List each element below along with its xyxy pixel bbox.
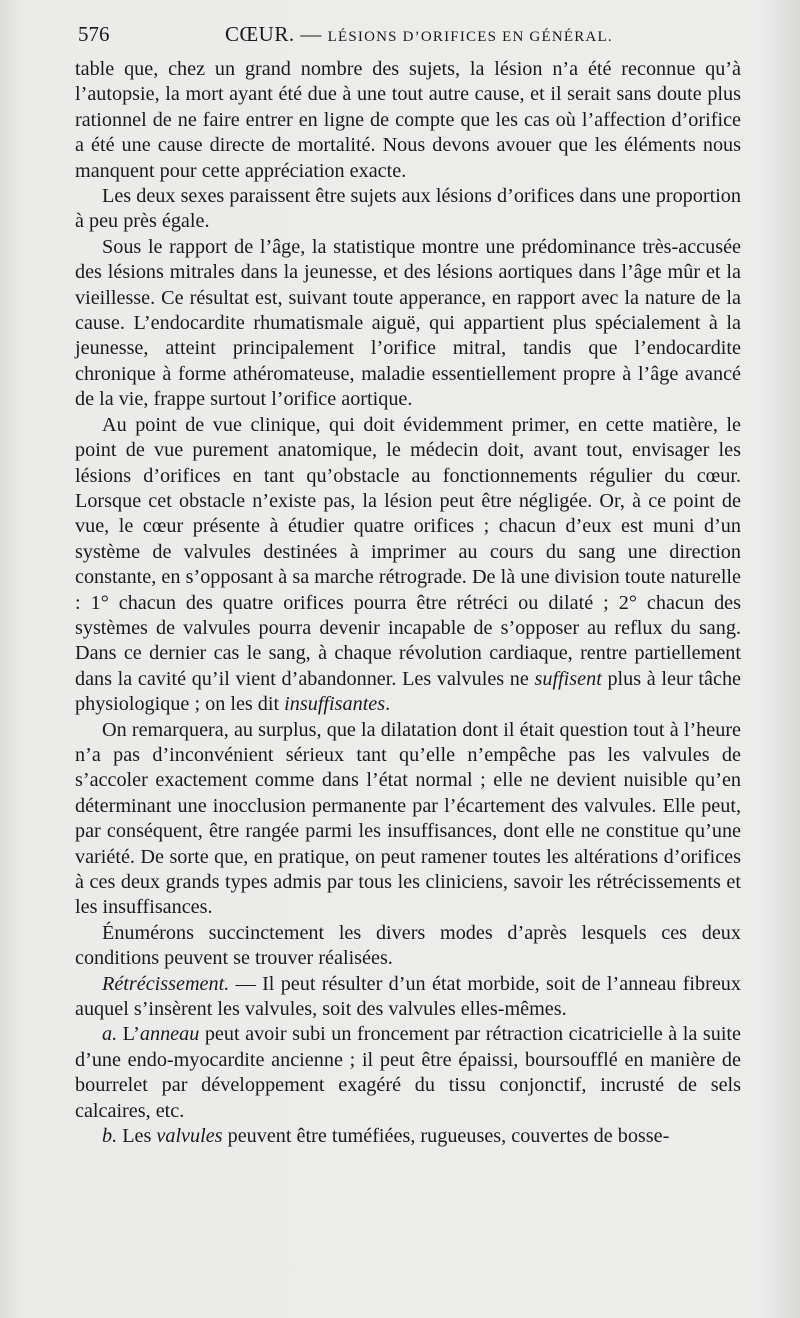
italic-valvules: valvules [156,1125,223,1148]
list-b-pre: Les [117,1125,157,1148]
paragraph-clinical [75,413,741,718]
paragraph-continuation: table que, chez un grand nombre des sujets, la lésion n’a été reconnue qu’à l’autopsie, la mort ayant été due à une tout autre cause, et il serait sans doute plus rationnel de ne faire entrer en ligne de compte que les cas où l’affection d’orifice a été une cause directe de mortalité. Nous devons avouer que les éléments nous manquent pour cette appréciation exacte. [75,58,741,182]
italic-insuffisantes: insuffisantes [284,693,386,716]
list-a-pre: L’ [117,1023,140,1046]
running-title-sub: LÉSIONS D’ORIFICES EN GÉNÉRAL. [327,29,613,45]
list-a-text: peut avoir subi un froncement par rétraction cicatricielle à la suite d’une endo-myocardite ancienne ; il peut être épaissi, boursoufflé en manière de bourrelet par développement exagéré du tissu conjonctif, incrusté de sels calcaires, etc. [75,1023,742,1122]
italic-retrecissement: Rétrécissement. [102,972,230,995]
paragraph-retrecissement [75,972,741,1023]
clinical-text-a: Au point de vue clinique, qui doit évidemment primer, en cette matière, le point de vue purement anatomique, le médecin doit, avant tout, envisager les lésions d’orifices en tant qu’obstacle au fonctionnements régulier du cœur. Lorsque cet obstacle n’existe pas, la lésion peut être négligée. Or, à ce point de vue, le cœur présente à étudier quatre orifices ; chacun d’eux est muni d’un système de valvules destinées à imprimer au cours du sang une direction constante, en s’opposant à sa marche rétrograde. De là une division toute naturelle : 1° chacun des quatre orifices pourra être rétréci ou dilaté ; 2° chacun des systèmes de valvules pourra devenir incapable de s’opposer au reflux du sang. Dans ce dernier cas le sang, à chaque révolution cardiaque, rentre partiellement dans la cavité qu’il vient d’abandonner. Les valvules ne [75,413,741,690]
clinical-text-end: . [385,693,391,716]
running-title-main: CŒUR. [225,22,295,46]
running-title [225,22,613,47]
list-item-b [75,1124,741,1149]
running-title-separator: — [294,22,328,46]
list-item-a [75,1022,741,1124]
retrecissement-text: — Il peut résulter d’un état morbide, soit de l’anneau fibreux auquel s’insèrent les valvules, soit des valvules elles-mêmes. [75,972,741,1021]
list-marker-a: a. [102,1023,118,1046]
paragraph-enumeration: Énumérons succinctement les divers modes d’après lesquels ces deux conditions peuvent se trouver réalisées. [75,921,741,970]
clinical-text-b: plus à leur tâche physiologique ; on les dit [75,667,741,716]
list-marker-b: b. [102,1125,118,1148]
paragraph-sexes: Les deux sexes paraissent être sujets aux lésions d’orifices dans une proportion à peu près égale. [75,185,741,233]
paragraph-age: Sous le rapport de l’âge, la statistique montre une prédominance très-accusée des lésions mitrales dans la jeunesse, et des lésions aortiques dans l’âge mûr et la vieillesse. Ce résultat est, suivant toute apperance, en rapport avec la nature de la cause. L’endocardite rhumatismale aiguë, qui appartient plus spécialement à la jeunesse, atteint principalement l’orifice mitral, tandis que l’endocardite chronique à forme athéromateuse, maladie essentiellement propre à l’âge avancé de la vie, frappe surtout l’orifice aortique. [75,235,741,411]
running-head [78,22,740,50]
body-text [75,57,741,1149]
paragraph-dilatation: On remarquera, au surplus, que la dilatation dont il était question tout à l’heure n’a pas d’inconvénient sérieux tant qu’elle n’empêche pas les valvules de s’accoler exactement comme dans l’état normal ; elle ne devient nuisible qu’en déterminant une inocclusion permanente par l’écartement des valvules. Elle peut, par conséquent, être rangée parmi les insuffisances, dont elle ne constitue qu’une variété. De sorte que, en pratique, on peut ramener toutes les altérations d’orifices à ces deux grands types admis par tous les cliniciens, savoir les rétrécissements et les insuffisances. [75,718,741,919]
page-number: 576 [78,22,110,46]
list-b-text: peuvent être tuméfiées, rugueuses, couvertes de bosse- [222,1125,670,1148]
italic-anneau: anneau [139,1023,200,1046]
italic-suffisent: suffisent [534,667,602,690]
